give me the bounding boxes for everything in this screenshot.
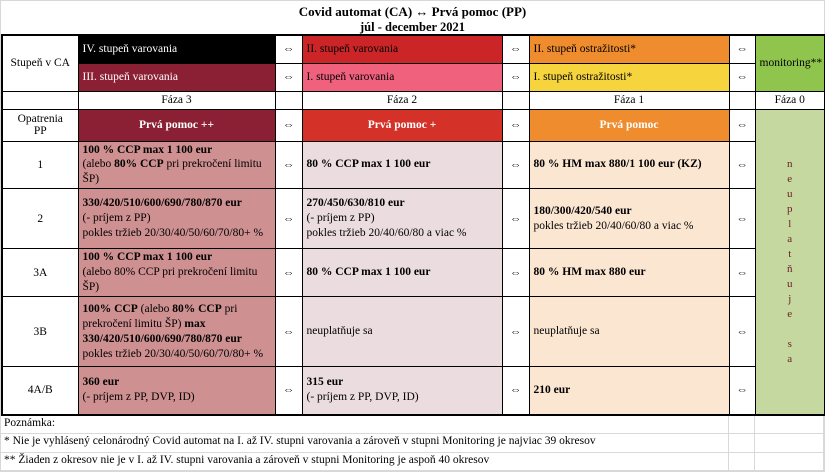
table-row xyxy=(2,249,825,297)
arrow-icon: ⇔ xyxy=(502,189,529,249)
vertical-letter: s xyxy=(787,337,792,350)
vertical-letter: e xyxy=(787,172,793,185)
vertical-letter: ň xyxy=(787,262,793,275)
arrow-icon: ⇔ xyxy=(502,35,529,63)
prva-pomoc-cell: 180/300/420/540 eur pokles tržieb 20/40/60/80 a viac % xyxy=(529,189,729,249)
prva-pomoc-plus-plus-cell: 100 % CCP max 1 100 eur (alebo 80% CCP pri prekročení limitu ŠP) xyxy=(78,141,275,189)
row-id: 4A/B xyxy=(2,367,78,415)
table-row xyxy=(2,189,825,249)
arrow-icon: ⇔ xyxy=(502,367,529,415)
vertical-letter: l xyxy=(788,217,792,230)
prva-pomoc-plus-plus-header: Prvá pomoc ++ xyxy=(78,109,275,141)
faza-1-label: Fáza 1 xyxy=(529,91,729,109)
arrow-icon: ⇔ xyxy=(275,63,302,91)
ca-level-ii-varovania: II. stupeň varovania xyxy=(302,35,502,63)
prva-pomoc-cell: 80 % HM max 880/1 100 eur (KZ) xyxy=(529,141,729,189)
empty-cell xyxy=(2,91,78,109)
note-double-asterisk: ** Žiaden z okresov nie je v I. až IV. stupni varovania a zároveň v stupni Monitoring je aspoň 40 okresov xyxy=(1,453,824,471)
faza-3-label: Fáza 3 xyxy=(78,91,275,109)
prva-pomoc-plus-plus-cell: 100 % CCP max 1 100 eur (alebo 80% CCP pri prekročení limitu ŠP) xyxy=(78,249,275,297)
vertical-letter xyxy=(760,322,821,337)
notes-section xyxy=(1,416,824,471)
arrow-icon: ⇔ xyxy=(729,109,755,141)
row-id: 3A xyxy=(2,249,78,297)
prva-pomoc-plus-cell: 80 % CCP max 1 100 eur xyxy=(302,249,502,297)
empty-cell xyxy=(275,91,302,109)
arrow-icon: ⇔ xyxy=(502,297,529,367)
ca-level-i-ostrazitosti: I. stupeň ostražitosti* xyxy=(529,63,729,91)
ca-level-ii-ostrazitosti: II. stupeň ostražitosti* xyxy=(529,35,729,63)
empty-cell xyxy=(502,91,529,109)
note-asterisk: * Nie je vyhlásený celonárodný Covid automat na I. až IV. stupni varovania a zároveň v stupni Monitoring je najviac 39 okresov xyxy=(1,434,824,453)
title-line2: júl - december 2021 xyxy=(360,20,465,34)
stupen-v-ca-label: Stupeň v CA xyxy=(2,35,78,91)
ca-level-iii-varovania: III. stupeň varovania xyxy=(78,63,275,91)
vertical-letter: a xyxy=(787,352,793,365)
opatrenia-pp-label xyxy=(2,109,78,141)
table-row xyxy=(2,141,825,189)
vertical-letter: u xyxy=(787,187,793,200)
opatrenia-line1: Opatrenia xyxy=(17,113,63,125)
ca-level-iv-varovania: IV. stupeň varovania xyxy=(78,35,275,63)
arrow-icon: ⇔ xyxy=(275,297,302,367)
arrow-icon: ⇔ xyxy=(275,141,302,189)
vertical-letter: n xyxy=(787,157,793,170)
row-id: 2 xyxy=(2,189,78,249)
vertical-letter: a xyxy=(787,232,793,245)
prva-pomoc-plus-plus-cell: 100% CCP (alebo 80% CCP pri prekročení limitu ŠP) max 330/420/510/600/690/780/870 eur pokles tržieb 20/30/40/50/60/70/80+ % xyxy=(78,297,275,367)
arrow-icon: ⇔ xyxy=(502,63,529,91)
ca-level-monitoring: monitoring** xyxy=(755,35,825,91)
vertical-letter: u xyxy=(787,277,793,290)
vertical-letter: j xyxy=(788,292,792,305)
neuplatnuje-sa-vertical-cell xyxy=(755,109,825,415)
arrow-icon: ⇔ xyxy=(502,249,529,297)
arrow-icon: ⇔ xyxy=(502,141,529,189)
main-table xyxy=(1,34,825,416)
prva-pomoc-plus-cell: 80 % CCP max 1 100 eur xyxy=(302,141,502,189)
prva-pomoc-cell: 210 eur xyxy=(529,367,729,415)
arrow-icon: ⇔ xyxy=(729,63,755,91)
prva-pomoc-plus-plus-cell: 360 eur (- príjem z PP, DVP, ID) xyxy=(78,367,275,415)
arrow-icon: ⇔ xyxy=(275,367,302,415)
vertical-letter: t xyxy=(788,247,792,260)
empty-cell xyxy=(729,91,755,109)
page-title xyxy=(1,1,824,34)
vertical-letter: p xyxy=(787,202,793,215)
table-row xyxy=(2,297,825,367)
faza-2-label: Fáza 2 xyxy=(302,91,502,109)
arrow-icon: ⇔ xyxy=(729,189,755,249)
prva-pomoc-header: Prvá pomoc xyxy=(529,109,729,141)
prva-pomoc-plus-cell: 315 eur (- príjem z PP, DVP, ID) xyxy=(302,367,502,415)
opatrenia-line2: PP xyxy=(33,125,47,137)
arrow-icon: ⇔ xyxy=(729,249,755,297)
arrow-icon: ⇔ xyxy=(275,35,302,63)
faza-0-label: Fáza 0 xyxy=(755,91,825,109)
vertical-letter: e xyxy=(787,307,793,320)
row-id: 3B xyxy=(2,297,78,367)
arrow-icon: ⇔ xyxy=(729,367,755,415)
arrow-icon: ⇔ xyxy=(275,109,302,141)
prva-pomoc-plus-header: Prvá pomoc + xyxy=(302,109,502,141)
prva-pomoc-plus-plus-cell: 330/420/510/600/690/780/870 eur (- príjem z PP) pokles tržieb 20/30/40/50/60/70/80+ % xyxy=(78,189,275,249)
prva-pomoc-cell: 80 % HM max 880 eur xyxy=(529,249,729,297)
arrow-icon: ⇔ xyxy=(275,249,302,297)
notes-label: Poznámka: xyxy=(1,416,824,434)
arrow-icon: ⇔ xyxy=(729,141,755,189)
arrow-icon: ⇔ xyxy=(729,35,755,63)
table-row xyxy=(2,367,825,415)
arrow-icon: ⇔ xyxy=(729,297,755,367)
prva-pomoc-plus-cell: 270/450/630/810 eur (- príjem z PP) pokles tržieb 20/40/60/80 a viac % xyxy=(302,189,502,249)
row-id: 1 xyxy=(2,141,78,189)
gridline xyxy=(754,416,755,471)
title-line1: Covid automat (CA) ↔ Prvá pomoc (PP) xyxy=(298,4,527,19)
prva-pomoc-cell: neuplatňuje sa xyxy=(529,297,729,367)
gridline xyxy=(728,416,729,471)
ca-level-i-varovania: I. stupeň varovania xyxy=(302,63,502,91)
arrow-icon: ⇔ xyxy=(502,109,529,141)
prva-pomoc-plus-cell: neuplatňuje sa xyxy=(302,297,502,367)
gridline xyxy=(823,416,824,471)
arrow-icon: ⇔ xyxy=(275,189,302,249)
